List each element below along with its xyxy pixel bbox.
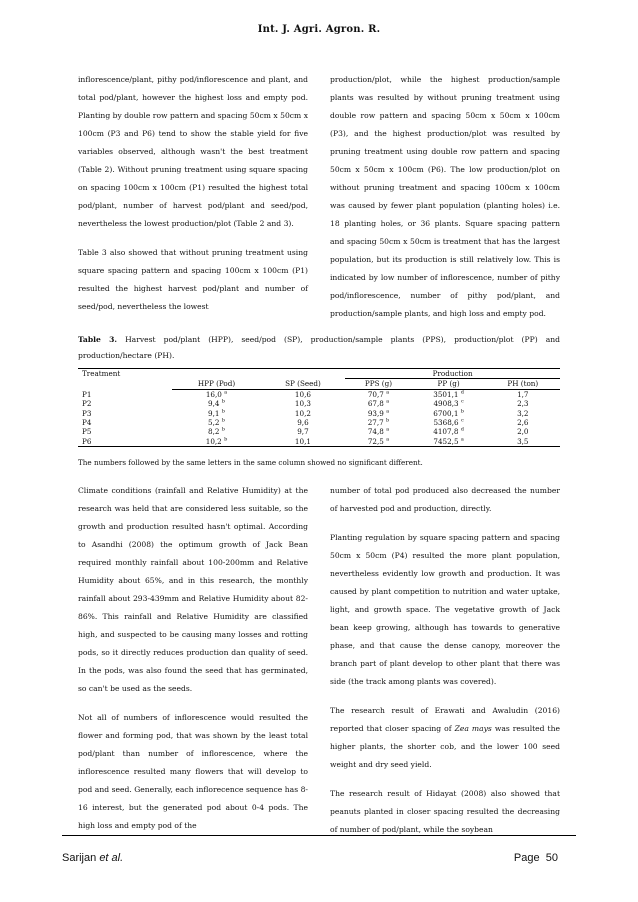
text-column-top-right	[330, 71, 560, 323]
table-note: The numbers followed by the same letters in the same column showed no significant different.	[78, 458, 423, 467]
table-row	[78, 437, 560, 447]
cell-sp	[261, 409, 346, 418]
cell-hpp	[172, 418, 260, 427]
cell-ph	[486, 418, 560, 427]
species-name: Zea mays	[454, 724, 492, 733]
cell-value: P1	[82, 389, 92, 399]
cell-hpp	[172, 399, 260, 408]
cell-ph	[486, 399, 560, 408]
cell-value: 9,1	[208, 408, 220, 418]
table-3	[78, 368, 560, 447]
significance-letter: a	[386, 436, 390, 443]
col-header-pp: PP (g)	[412, 379, 486, 389]
cell-value: 3,5	[517, 436, 529, 446]
cell-value: 6700,1	[433, 408, 459, 418]
cell-value: 2,0	[517, 427, 529, 437]
cell-treatment	[78, 418, 172, 427]
significance-letter: a	[386, 427, 390, 434]
cell-value: 5,2	[208, 418, 220, 428]
cell-value: 2,3	[517, 399, 529, 409]
significance-letter: b	[221, 398, 225, 405]
cell-value: 3501,1	[433, 389, 459, 399]
cell-value: 10,1	[294, 436, 311, 446]
footer-author	[62, 852, 123, 864]
page-number: 50	[545, 852, 558, 864]
text-column-bottom-left	[78, 482, 308, 835]
cell-pps	[345, 389, 411, 399]
cell-value: 2,6	[517, 418, 529, 428]
cell-value: 9,7	[297, 427, 309, 437]
cell-value: 7452,5	[433, 436, 459, 446]
text-column-bottom-right	[330, 482, 560, 839]
table-row	[78, 427, 560, 436]
cell-value: 74,8	[367, 427, 384, 437]
cell-value: 1,7	[517, 389, 529, 399]
cell-value: 10,3	[294, 399, 311, 409]
cell-treatment	[78, 399, 172, 408]
cell-value: 67,8	[367, 399, 384, 409]
table-caption-text: Harvest pod/plant (HPP), seed/pod (SP), production/sample plants (PPS), production/plot (PP) and production/hectare (PH).	[78, 335, 560, 360]
cell-value: 9,6	[297, 418, 309, 428]
significance-letter: c	[460, 417, 464, 424]
cell-pp	[412, 427, 486, 436]
cell-sp	[261, 389, 346, 399]
significance-letter: b	[386, 417, 390, 424]
cell-pp	[412, 418, 486, 427]
significance-letter: b	[221, 417, 225, 424]
col-header-production: Production	[345, 369, 560, 379]
table-row	[78, 418, 560, 427]
cell-sp	[261, 418, 346, 427]
cell-pps	[345, 409, 411, 418]
cell-value: P6	[82, 436, 92, 446]
text-run: The research result of Erawati and Awaludin (2016) reported that closer spacing of	[330, 706, 560, 733]
paragraph: Climate conditions (rainfall and Relative Humidity) at the research was held that are considered less suitable, so the growth and production resulted hasn't optimal. According to Asandhi (2008) the optimum growth of Jack Bean required monthly rainfall about 100-200mm and Relative Humidity about 65%, and in this research, the monthly rainfall about 293-439mm and Relative Humidity about 82-86%. This rainfall and Relative Humidity are classified high, and suspected to be causing many losses and rotting pods, so it directly reduces production dan quality of seed. In the pods, was also found the seed that has germinated, so can't be used as the seeds.	[78, 486, 308, 693]
paragraph: Planting regulation by square spacing pattern and spacing 50cm x 50cm (P4) resulted the more plant population, nevertheless evidently low growth and production. It was caused by plant competition to nutrition and water uptake, light, and growth space. The vegetative growth of Jack bean keep growing, although has towards to generative phase, and that cause the dense canopy, moreover the branch part of plant develop to other plant that there was side (the track among plants was covered).	[330, 533, 560, 686]
significance-letter: d	[460, 427, 464, 434]
significance-letter: a	[460, 436, 464, 443]
footer-divider	[62, 835, 576, 836]
col-header-hpp: HPP (Pod)	[172, 369, 260, 390]
significance-letter: a	[386, 398, 390, 405]
cell-value: P4	[82, 418, 92, 428]
journal-header: Int. J. Agri. Agron. R.	[257, 24, 381, 35]
col-header-ph: PH (ton)	[486, 379, 560, 389]
cell-ph	[486, 409, 560, 418]
cell-value: 27,7	[367, 418, 384, 428]
col-header-sp: SP (Seed)	[261, 369, 346, 390]
cell-ph	[486, 437, 560, 447]
text-run: was resulted the higher plants, the shorter cob, and the lower 100 seed weight and dry seed yield.	[330, 724, 560, 769]
cell-value: 4107,8	[433, 427, 459, 437]
cell-hpp	[172, 427, 260, 436]
table-row	[78, 389, 560, 399]
cell-value: P3	[82, 408, 92, 418]
paragraph	[330, 702, 560, 774]
cell-value: 10,2	[294, 408, 311, 418]
col-header-pps: PPS (g)	[345, 379, 411, 389]
cell-pps	[345, 427, 411, 436]
significance-letter: a	[224, 389, 228, 396]
cell-value: P2	[82, 399, 92, 409]
paragraph: production/plot, while the highest production/sample plants was resulted by without pruning treatment using double row pattern and spacing 50cm x 50cm x 100cm (P3), and the highest production/plot was resulted by pruning treatment using double row pattern and spacing 50cm x 50cm x 100cm (P6). The low production/plot on without pruning treatment and spacing 100cm x 100cm was caused by fewer plant population (planting holes) i.e. 18 planting holes, or 36 plants. Square spacing pattern and spacing 50cm x 50cm is treatment that has the largest population, but its production is still relatively low. This is indicated by low number of inflorescence, number of pithy pod/inflorescence, number of pithy pod/plant, and production/sample plants, and high loss and empty pod.	[330, 75, 560, 318]
cell-value: 10,6	[294, 389, 311, 399]
cell-value: 8,2	[208, 427, 220, 437]
significance-letter: b	[221, 408, 225, 415]
cell-value: 93,9	[367, 408, 384, 418]
significance-letter: b	[224, 436, 228, 443]
cell-pp	[412, 399, 486, 408]
paragraph: inflorescence/plant, pithy pod/inflorescence and plant, and total pod/plant, however the highest loss and empty pod. Planting by double row pattern and spacing 50cm x 50cm x 100cm (P3 and P6) tend to show the stable yield for five variables observed, although wasn't the best treatment (Table 2). Without pruning treatment using square spacing on spacing 100cm x 100cm (P1) resulted the highest total pod/plant, number of harvest pod/plant and seed/pod, nevertheless the lowest production/plot (Table 2 and 3).	[78, 75, 308, 228]
cell-value: 16,0	[205, 389, 222, 399]
page-label: Page	[513, 852, 540, 864]
cell-value: 72,5	[367, 436, 384, 446]
cell-value: P5	[82, 427, 92, 437]
footer-page	[514, 852, 558, 864]
cell-treatment	[78, 409, 172, 418]
author-name: Sarijan	[62, 852, 97, 864]
significance-letter: d	[460, 389, 464, 396]
cell-pp	[412, 437, 486, 447]
paragraph: The research result of Hidayat (2008) also showed that peanuts planted in closer spacing resulted the decreasing of number of pod/plant, while the soybean	[330, 789, 560, 834]
cell-value: 9,4	[208, 399, 220, 409]
cell-sp	[261, 427, 346, 436]
cell-value: 5368,6	[433, 418, 459, 428]
significance-letter: b	[460, 408, 464, 415]
cell-ph	[486, 427, 560, 436]
paragraph: number of total pod produced also decreased the number of harvested pod and production, directly.	[330, 486, 560, 513]
col-header-treatment: Treatment	[78, 369, 172, 390]
cell-hpp	[172, 437, 260, 447]
table-row	[78, 409, 560, 418]
significance-letter: c	[460, 398, 464, 405]
table-row	[78, 399, 560, 408]
cell-pps	[345, 399, 411, 408]
cell-treatment	[78, 389, 172, 399]
significance-letter: a	[386, 389, 390, 396]
cell-value: 10,2	[205, 436, 222, 446]
cell-hpp	[172, 409, 260, 418]
cell-value: 70,7	[367, 389, 384, 399]
paragraph: Table 3 also showed that without pruning treatment using square spacing pattern and spacing 100cm x 100cm (P1) resulted the highest harvest pod/plant and number of seed/pod, nevertheless the lowest	[78, 248, 308, 311]
cell-value: 4908,3	[433, 399, 459, 409]
significance-letter: b	[221, 427, 225, 434]
significance-letter: a	[386, 408, 390, 415]
cell-hpp	[172, 389, 260, 399]
cell-pp	[412, 389, 486, 399]
paragraph: Not all of numbers of inflorescence would resulted the flower and forming pod, that was shown by the least total pod/plant than number of inflorescence, where the inflorescence resulted many flowers that will develop to pod and seed. Generally, each inflorecence sequence has 8-16 interest, but the generated pod about 0-4 pods. The high loss and empty pod of the	[78, 713, 308, 830]
et-al: et al.	[99, 852, 124, 864]
text-column-top-left	[78, 71, 308, 316]
cell-ph	[486, 389, 560, 399]
table-label: Table 3.	[78, 335, 118, 344]
cell-pps	[345, 437, 411, 447]
cell-treatment	[78, 427, 172, 436]
cell-treatment	[78, 437, 172, 447]
cell-value: 3,2	[517, 408, 529, 418]
table-caption	[78, 332, 560, 364]
cell-pps	[345, 418, 411, 427]
cell-sp	[261, 437, 346, 447]
cell-pp	[412, 409, 486, 418]
cell-sp	[261, 399, 346, 408]
